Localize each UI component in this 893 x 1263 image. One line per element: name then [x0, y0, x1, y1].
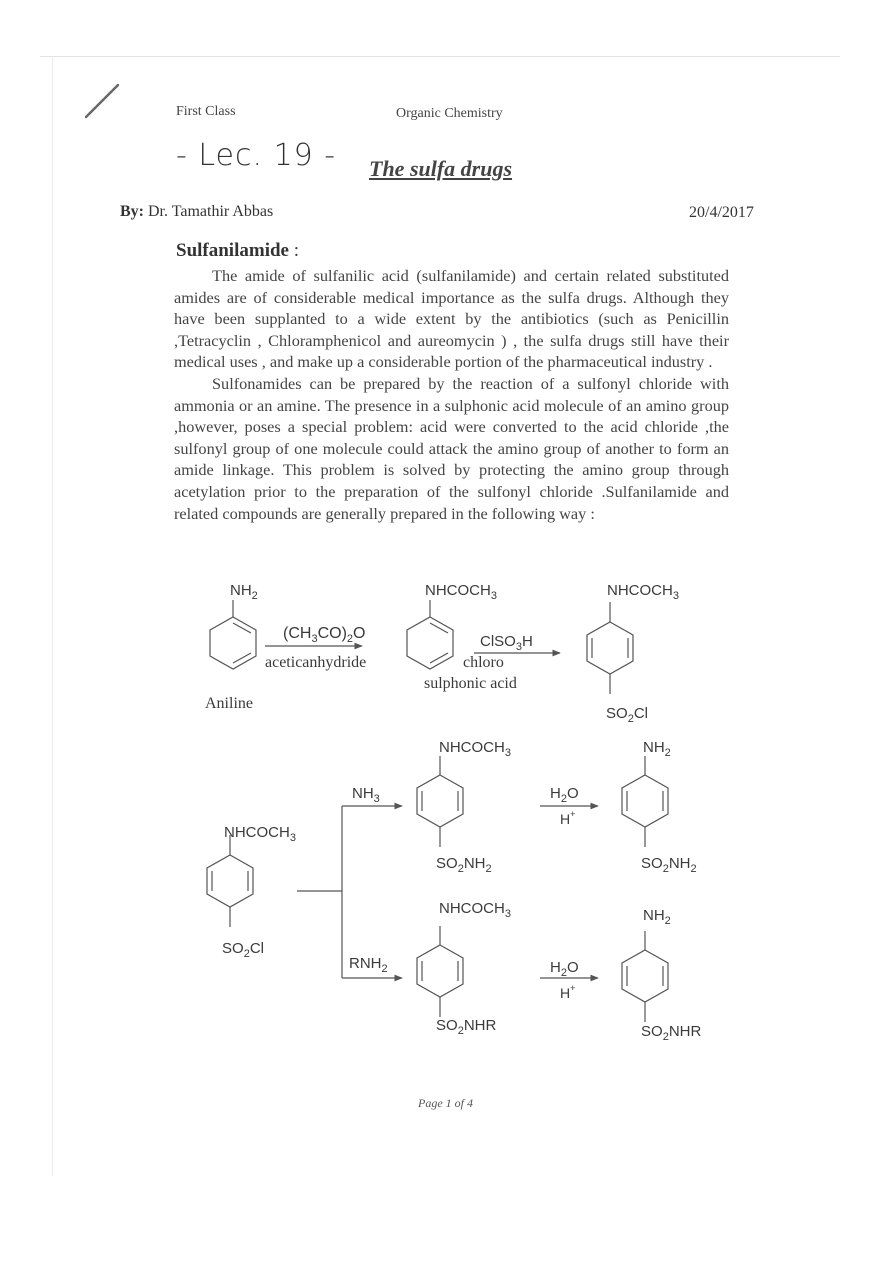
benzene-ring-aniline	[210, 600, 256, 669]
paragraph-1: The amide of sulfanilic acid (sulfanilamide) and certain related substituted amides are of considerable medical importance as the sulfa drugs. Although they have been supplanted to a wide extent by the antibiotics (such as Penicillin ,Tetracyclin , Chloramphenicol and aureomycin ) , the sulfa drugs still have their medical uses , and make up a considerable portion of the pharmaceutical industry .	[174, 266, 729, 372]
lower-mid-bottom-group: $SO_2NHR$	[436, 1017, 497, 1037]
lecture-label: - Lec. 19 -	[176, 138, 337, 173]
benzene-ring-sulfonyl-chloride	[587, 602, 633, 694]
reagent-chlorosulfonic-name-2: sulphonic acid	[424, 675, 517, 692]
class-label: First Class	[176, 104, 236, 119]
hydrolysis-acid-1: H+	[560, 809, 576, 827]
benzene-ring-sulfanilamide	[622, 756, 668, 847]
upper-mid-bottom-group: $SO_2NH_2$	[436, 855, 492, 875]
body-text	[174, 265, 729, 524]
paragraph-2: Sulfonamides can be prepared by the reaction of a sulfonyl chloride with ammonia or an amine. The presence in a sulphonic acid molecule of an amino group ,however, poses a special problem: acid were converted to the acid chloride ,the sulfonyl group of one molecule could attack the amino group of another to form an amide linkage. This problem is solved by protecting the amino group through acetylation prior to the preparation of the sulfonyl chloride .Sulfanilamide and related compounds are generally prepared in the following way :	[174, 373, 729, 523]
reaction-scheme	[0, 570, 893, 1060]
sulfanilamide-bottom-group: $SO_2NH_2$	[641, 855, 697, 875]
page-title: The sulfa drugs	[369, 156, 513, 181]
section-heading-colon: :	[293, 240, 300, 261]
n-substituted-top-group: $NH_2$	[643, 907, 671, 927]
n-substituted-bottom-group: $SO_2NHR$	[641, 1023, 702, 1043]
section-heading-text: Sulfanilamide	[176, 240, 289, 261]
hydrolysis-water-1: $H_2O$	[550, 785, 579, 805]
reagent-acetic-anhydride-name: aceticanhydride	[265, 654, 367, 671]
reagent-amine: $RNH_2$	[349, 955, 388, 975]
sulfonyl-chloride-bottom: $SO_2Cl$	[606, 705, 648, 725]
reagent-chlorosulfonic: ClSO$_3$H	[480, 633, 533, 653]
sulfonyl-chloride-top: $NHCOCH_3$	[607, 582, 679, 602]
reagent-acetic-anhydride: $(CH_3CO)_2O$	[283, 625, 366, 645]
page-number: Page 1 of 4	[418, 1096, 473, 1110]
author-prefix: By:	[120, 203, 144, 220]
author-line	[120, 203, 273, 221]
benzene-ring-n-substituted-sulfanilamide	[622, 931, 668, 1022]
subject-label: Organic Chemistry	[396, 106, 503, 121]
start-bottom-group: $SO_2Cl$	[222, 940, 264, 960]
sulfanilamide-top-group: $NH_2$	[643, 739, 671, 759]
start-top-group: $NHCOCH_3$	[224, 824, 296, 844]
scan-top-edge	[40, 56, 840, 57]
benzene-ring-start	[207, 835, 253, 927]
pen-mark	[80, 80, 125, 122]
reagent-ammonia: $NH_3$	[352, 785, 380, 805]
benzene-ring-acetanilide	[407, 600, 453, 669]
upper-mid-top-group: $NHCOCH_3$	[439, 739, 511, 759]
hydrolysis-water-2: $H_2O$	[550, 959, 579, 979]
lower-mid-top-group: $NHCOCH_3$	[439, 900, 511, 920]
benzene-ring-acetyl-n-substituted	[417, 926, 463, 1017]
reagent-chlorosulfonic-name-1: chloro	[463, 654, 504, 671]
author-name: Dr. Tamathir Abbas	[148, 203, 274, 220]
lecture-date: 20/4/2017	[689, 204, 754, 221]
aniline-nh2: $NH_2$	[230, 582, 258, 602]
section-heading	[176, 240, 299, 262]
acetanilide-group: $NHCOCH_3$	[425, 582, 497, 602]
hydrolysis-acid-2: H+	[560, 983, 576, 1001]
benzene-ring-acetyl-sulfonamide	[417, 756, 463, 847]
aniline-label: Aniline	[205, 695, 253, 712]
